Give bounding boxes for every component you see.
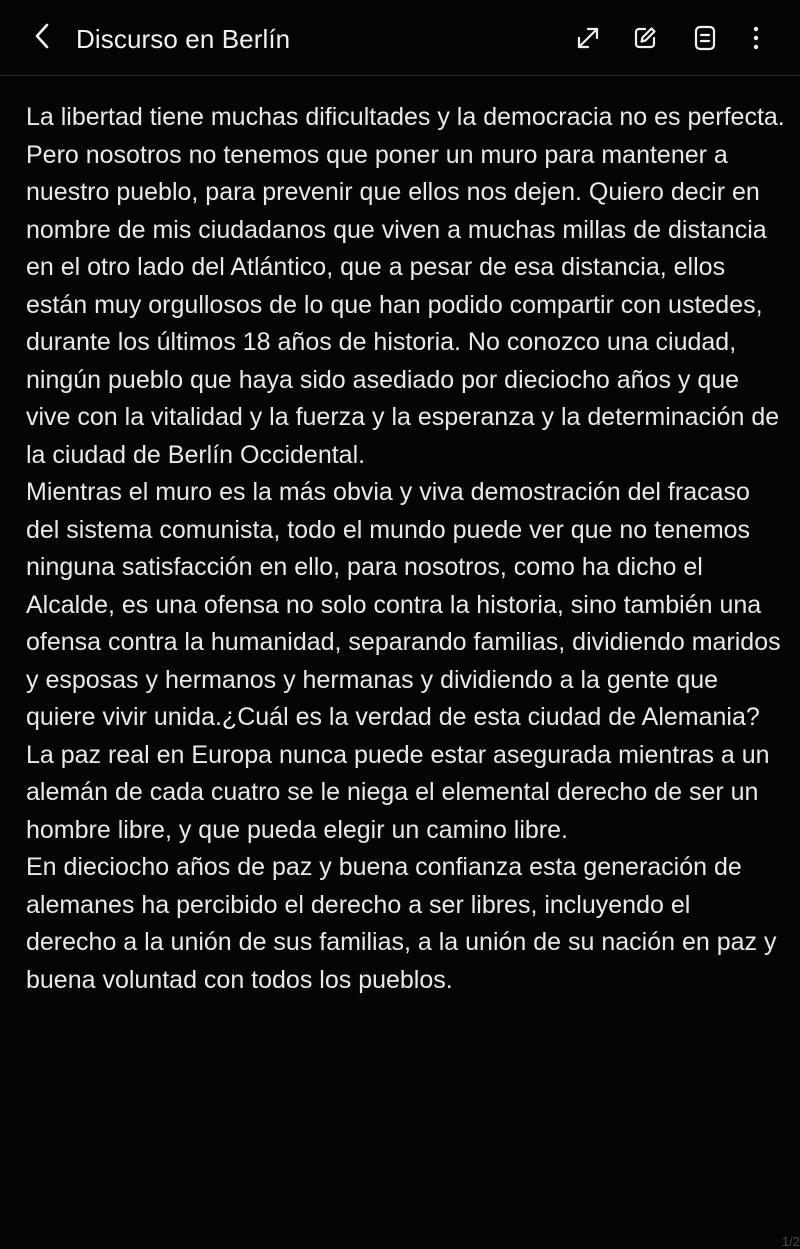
expand-icon — [575, 25, 601, 51]
more-options-button[interactable] — [738, 20, 774, 56]
reader-mode-button[interactable] — [687, 20, 723, 56]
note-title: Discurso en Berlín — [76, 24, 291, 54]
note-paragraph: Mientras el muro es la más obvia y viva demostración del fracaso del sistema comunista, todo el mundo puede ver que no tenemos ninguna satisfacción en ello, para nosotros, como ha dicho el Alcalde, es una ofensa no solo contra la historia, sino también una ofensa contra la humanidad, separando familias, dividiendo maridos y esposas y hermanos y hermanas y dividiendo a la gente que quiere vivir unida.¿Cuál es la verdad de esta ciudad de Alemania? — [26, 478, 781, 731]
edit-icon — [631, 24, 659, 52]
more-options-icon — [752, 25, 760, 51]
page-indicator: 1/2 — [781, 1234, 800, 1249]
expand-button[interactable] — [570, 20, 606, 56]
back-button[interactable] — [24, 20, 60, 56]
edit-button[interactable] — [627, 20, 663, 56]
top-app-bar — [0, 0, 800, 76]
reader-mode-icon — [692, 24, 718, 52]
note-body[interactable] — [26, 99, 786, 999]
note-paragraph: La paz real en Europa nunca puede estar asegurada mientras a un alemán de cada cuatro se le niega el elemental derecho de ser un hombre libre, y que pueda elegir un camino libre. — [26, 740, 770, 844]
note-paragraph: En dieciocho años de paz y buena confianza esta generación de alemanes ha percibido el derecho a ser libres, incluyendo el derecho a la unión de sus familias, a la unión de su nación en paz y buena voluntad con todos los pueblos. — [26, 853, 777, 994]
note-paragraph: La libertad tiene muchas dificultades y la democracia no es perfecta. Pero nosotros no tenemos que poner un muro para mantener a nuestro pueblo, para prevenir que ellos nos dejen. Quiero decir en nombre de mis ciudadanos que viven a muchas millas de distancia en el otro lado del Atlántico, que a pesar de esa distancia, ellos están muy orgullosos de lo que han podido compartir con ustedes, durante los últimos 18 años de historia. No conozco una ciudad, ningún pueblo que haya sido asediado por dieciocho años y que vive con la vitalidad y la fuerza y la esperanza y la determinación de la ciudad de Berlín Occidental. — [26, 103, 785, 469]
back-arrow-icon — [32, 22, 52, 55]
